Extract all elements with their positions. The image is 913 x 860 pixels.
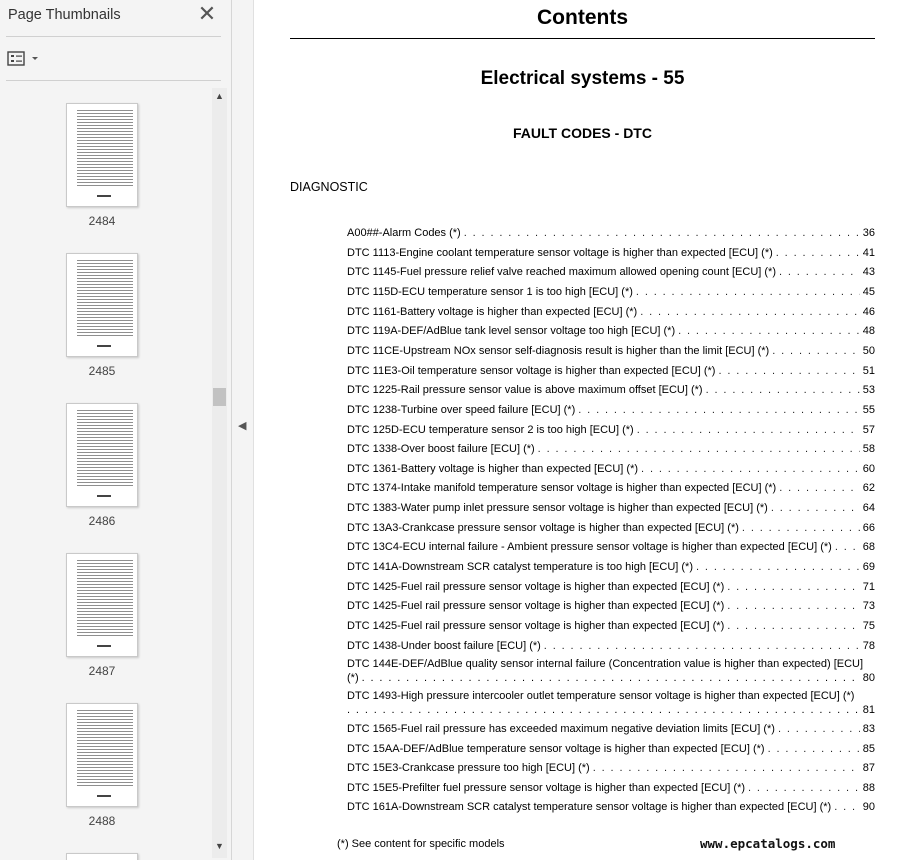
toc-entry-title: DTC 15E3-Crankcase pressure too high [ECU] (*) [347, 762, 590, 774]
toc-entry-page: 43 [862, 266, 875, 278]
toc-leader-dots [776, 246, 860, 264]
toc-entry-page: 88 [862, 782, 875, 794]
toc-leader-dots [718, 364, 859, 382]
toc-entry[interactable] [347, 619, 875, 637]
toc-entry-page: 50 [862, 345, 875, 357]
toc-entry[interactable] [347, 226, 875, 244]
toc-leader-dots [640, 305, 860, 323]
toc-entry-title: DTC 161A-Downstream SCR catalyst temperature sensor voltage is higher than expected [ECU] (*) [347, 801, 832, 813]
document-page [255, 0, 913, 860]
thumbnail-page-number: 2488 [88, 814, 116, 828]
toc-leader-dots [678, 324, 860, 342]
toc-entry-title: DTC 15E5-Prefilter fuel pressure sensor voltage is higher than expected [ECU] (*) [347, 782, 746, 794]
subsection-title: FAULT CODES - DTC [513, 125, 652, 141]
watermark: www.epcatalogs.com [700, 836, 836, 851]
toc-entry-title: DTC 115D-ECU temperature sensor 1 is too high [ECU] (*) [347, 286, 633, 298]
toc-entry-title: DTC 15AA-DEF/AdBlue temperature sensor voltage is higher than expected [ECU] (*) [347, 743, 765, 755]
toc-entry[interactable] [347, 324, 875, 342]
toc-entry-title: DTC 1425-Fuel rail pressure sensor voltage is higher than expected [ECU] (*) [347, 581, 725, 593]
toc-entry-title: DTC 141A-Downstream SCR catalyst temperature is too high [ECU] (*) [347, 561, 694, 573]
toc-entry-page: 90 [862, 801, 875, 813]
toc-entry-page: 80 [862, 672, 875, 684]
toc-entry-page: 45 [862, 286, 875, 298]
thumbnail-scrollbar[interactable] [212, 88, 227, 858]
scroll-down-icon[interactable]: ▼ [215, 841, 224, 851]
toc-leader-dots [593, 761, 860, 779]
toc-entry-page: 46 [862, 306, 875, 318]
thumbnail-page-number: 2485 [88, 364, 116, 378]
page-thumbnail[interactable] [66, 853, 138, 860]
toc-entry[interactable] [347, 639, 875, 657]
toc-leader-dots [748, 781, 860, 799]
toc-entry-title: DTC 1338-Over boost failure [ECU] (*) [347, 443, 535, 455]
toc-leader-dots [768, 742, 860, 760]
toc-leader-dots [772, 344, 860, 362]
toc-entry-title: DTC 11CE-Upstream NOx sensor self-diagnosis result is higher than the limit [ECU] (*) [347, 345, 770, 357]
toc-entry-title: DTC 144E-DEF/AdBlue quality sensor internal failure (Concentration value is higher than expected) [ECU] [347, 658, 864, 670]
toc-entry-page: 66 [862, 522, 875, 534]
toc-entry[interactable] [347, 364, 875, 382]
toc-entry[interactable] [347, 521, 875, 539]
toc-entry-page: 75 [862, 620, 875, 632]
toc-entry[interactable] [347, 722, 875, 740]
toc-entry-page: 85 [862, 743, 875, 755]
toc-leader-dots [727, 580, 860, 598]
toc-entry[interactable] [347, 540, 875, 558]
toc-entry[interactable] [347, 800, 875, 818]
toc-entry-title: DTC 125D-ECU temperature sensor 2 is too high [ECU] (*) [347, 424, 634, 436]
page-thumbnails-panel [0, 0, 232, 860]
toc-entry-page: 69 [862, 561, 875, 573]
toc-leader-dots [727, 599, 860, 617]
toc-leader-dots [636, 285, 860, 303]
toc-entry[interactable] [347, 781, 875, 799]
toc-entry[interactable] [347, 305, 875, 323]
toc-leader-dots [706, 383, 860, 401]
toc-entry-page: 51 [862, 365, 875, 377]
toc-entry[interactable] [347, 689, 875, 721]
toc-leader-dots [834, 800, 860, 818]
toc-entry-title: A00##-Alarm Codes (*) [347, 227, 461, 239]
toc-leader-dots [464, 226, 860, 244]
toc-entry-title: DTC 1425-Fuel rail pressure sensor voltage is higher than expected [ECU] (*) [347, 620, 725, 632]
thumbnail-options-button[interactable] [6, 49, 46, 69]
toc-leader-dots [538, 442, 860, 460]
toc-entry-title: DTC 1225-Rail pressure sensor value is above maximum offset [ECU] (*) [347, 384, 703, 396]
scrollbar-thumb[interactable] [213, 388, 226, 406]
toc-entry-page: 83 [862, 723, 875, 735]
toc-entry-title: DTC 1383-Water pump inlet pressure sensor voltage is higher than expected [ECU] (*) [347, 502, 768, 514]
toc-leader-dots [779, 265, 860, 283]
toc-entry-title: DTC 1361-Battery voltage is higher than expected [ECU] (*) [347, 463, 639, 475]
toc-leader-dots [578, 403, 860, 421]
toc-entry-page: 68 [862, 541, 875, 553]
toc-leader-dots [835, 540, 860, 558]
scroll-up-icon[interactable]: ▲ [215, 91, 224, 101]
divider [6, 80, 221, 81]
toc-entry-title: DTC 1113-Engine coolant temperature sensor voltage is higher than expected [ECU] (*) [347, 247, 773, 259]
toc-entry-title: DTC 13A3-Crankcase pressure sensor voltage is higher than expected [ECU] (*) [347, 522, 739, 534]
toc-entry-title: DTC 1565-Fuel rail pressure has exceeded maximum negative deviation limits [ECU] (*) [347, 723, 775, 735]
toc-entry-title: DTC 13C4-ECU internal failure - Ambient pressure sensor voltage is higher than expected [ECU] (*) [347, 541, 832, 553]
page-thumbnail[interactable] [66, 253, 138, 357]
toc-entry[interactable] [347, 742, 875, 760]
page-thumbnail[interactable] [66, 403, 138, 507]
page-thumbnail[interactable] [66, 553, 138, 657]
toc-entry[interactable] [347, 403, 875, 421]
thumbnail-list [0, 82, 212, 860]
close-icon[interactable]: ✕ [197, 1, 217, 26]
page-thumbnail[interactable] [66, 703, 138, 807]
toc-entry-title: DTC 1438-Under boost failure [ECU] (*) [347, 640, 541, 652]
toc-entry-page: 62 [862, 482, 875, 494]
toc-entry-page: 87 [862, 762, 875, 774]
toc-entry[interactable] [347, 560, 875, 578]
toc-entry-title: DTC 1493-High pressure intercooler outlet temperature sensor voltage is higher than expected [ECU] (*) [347, 690, 855, 702]
toc-entry[interactable] [347, 344, 875, 362]
toc-leader-dots [641, 462, 860, 480]
toc-entry-title: DTC 1238-Turbine over speed failure [ECU] (*) [347, 404, 576, 416]
toc-entry-page: 57 [862, 424, 875, 436]
toc-entry[interactable] [347, 423, 875, 441]
toc-leader-dots [778, 722, 860, 740]
thumbnail-page-number: 2487 [88, 664, 116, 678]
toc-entry[interactable] [347, 481, 875, 499]
toc-entry[interactable] [347, 761, 875, 779]
toc-entry-title: DTC 1161-Battery voltage is higher than expected [ECU] (*) [347, 306, 638, 318]
toc-entry-title: DTC 11E3-Oil temperature sensor voltage is higher than expected [ECU] (*) [347, 365, 716, 377]
toc-entry-title: DTC 119A-DEF/AdBlue tank level sensor voltage too high [ECU] (*) [347, 325, 676, 337]
toc-entry-page: 64 [862, 502, 875, 514]
toc-leader-dots [742, 521, 860, 539]
toc-leader-dots [696, 560, 860, 578]
thumbnail-page-number: 2486 [88, 514, 116, 528]
toc-entry-title: DTC 1425-Fuel rail pressure sensor voltage is higher than expected [ECU] (*) [347, 600, 725, 612]
page-title: Contents [537, 6, 628, 29]
panel-title: Page Thumbnails [8, 7, 121, 23]
page-thumbnail[interactable] [66, 103, 138, 207]
diagnostic-heading: DIAGNOSTIC [290, 180, 368, 194]
toc-leader-dots [544, 639, 860, 657]
footnote: (*) See content for specific models [337, 838, 505, 850]
toc-entry-page: 55 [862, 404, 875, 416]
toc-leader-dots [771, 501, 860, 519]
toc-entry-page: 58 [862, 443, 875, 455]
toc-entry-title: DTC 1374-Intake manifold temperature sensor voltage is higher than expected [ECU] (*) [347, 482, 777, 494]
toc-entry[interactable] [347, 501, 875, 519]
toc-leader-dots [362, 671, 860, 685]
section-title: Electrical systems - 55 [480, 68, 685, 89]
toc-entry[interactable] [347, 265, 875, 283]
thumbnail-page-number: 2484 [88, 214, 116, 228]
toc-entry-title-continued: (*) [347, 672, 359, 684]
toc-entry[interactable] [347, 462, 875, 480]
thumbnail-options-icon [6, 49, 46, 69]
toc-entry[interactable] [347, 285, 875, 303]
toc-entry[interactable] [347, 246, 875, 264]
toc-leader-dots [779, 481, 860, 499]
collapse-panel-icon[interactable]: ◀ [238, 420, 247, 432]
toc-entry-page: 60 [862, 463, 875, 475]
toc-entry-page: 53 [862, 384, 875, 396]
toc-entry[interactable] [347, 383, 875, 401]
toc-entry-page: 36 [862, 227, 875, 239]
toc-entry-title: DTC 1145-Fuel pressure relief valve reached maximum allowed opening count [ECU] (*) [347, 266, 776, 278]
toc-leader-dots [347, 703, 860, 717]
toc-entry[interactable] [347, 442, 875, 460]
toc-entry-page: 73 [862, 600, 875, 612]
toc-entry[interactable] [347, 580, 875, 598]
divider [6, 36, 221, 37]
toc-leader-dots [637, 423, 860, 441]
toc-entry-page: 78 [862, 640, 875, 652]
toc-entry-page: 48 [862, 325, 875, 337]
toc-leader-dots [727, 619, 860, 637]
title-underline [290, 38, 875, 39]
toc-entry[interactable] [347, 599, 875, 617]
toc-entry-page: 41 [862, 247, 875, 259]
toc-entry[interactable] [347, 657, 875, 689]
toc-entry-page: 71 [862, 581, 875, 593]
toc-entry-page: 81 [862, 704, 875, 716]
